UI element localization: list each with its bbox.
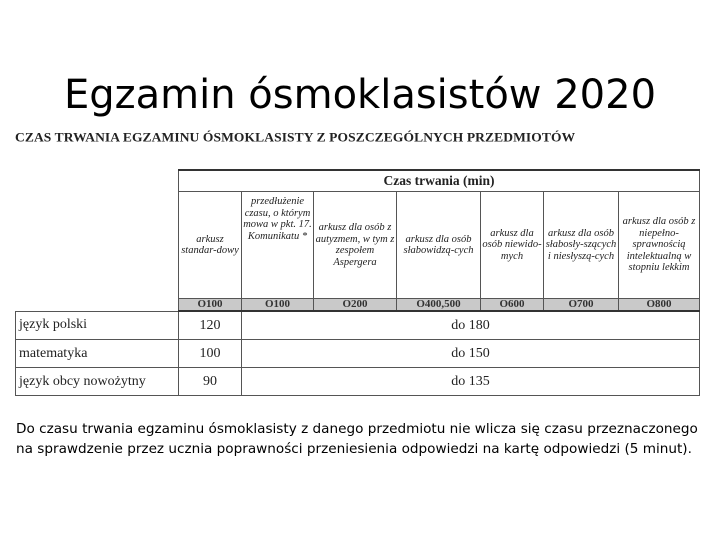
extended-time-cell: do 180 [242, 311, 700, 340]
subject-cell: język polski [16, 311, 179, 340]
standard-time-cell: 120 [179, 311, 242, 340]
column-code: O200 [314, 299, 397, 312]
code-row [16, 299, 700, 312]
standard-time-cell: 90 [179, 368, 242, 396]
column-header: arkusz dla osób słabowidzą-cych [397, 192, 481, 299]
column-header: arkusz standar-dowy [179, 192, 242, 299]
column-code: O400,500 [397, 299, 481, 312]
column-code: O600 [481, 299, 544, 312]
column-code: O700 [544, 299, 619, 312]
extended-time-cell: do 135 [242, 368, 700, 396]
extended-time-cell: do 150 [242, 340, 700, 368]
column-code: O100 [242, 299, 314, 312]
slide-title: Egzamin ósmoklasistów 2020 [63, 71, 657, 118]
column-code: O100 [179, 299, 242, 312]
column-code: O800 [619, 299, 700, 312]
subject-cell: matematyka [16, 340, 179, 368]
standard-time-cell: 100 [179, 340, 242, 368]
column-header: arkusz dla osób niewido-mych [481, 192, 544, 299]
subject-cell: język obcy nowożytny [16, 368, 179, 396]
subheader-row [16, 192, 700, 299]
table-heading: CZAS TRWANIA EGZAMINU ÓSMOKLASISTY Z POSZCZEGÓLNYCH PRZEDMIOTÓW [15, 130, 576, 145]
empty-corner [16, 170, 179, 192]
column-header: arkusz dla osób słabosły-szących i niesłyszą-cych [544, 192, 619, 299]
duration-header: Czas trwania (min) [179, 170, 700, 192]
column-header: arkusz dla osób z autyzmem, w tym z zespołem Aspergera [314, 192, 397, 299]
footnote-text: Do czasu trwania egzaminu ósmoklasisty z danego przedmiotu nie wlicza się czasu przeznaczonego na sprawdzenie przez ucznia poprawności przeniesienia odpowiedzi na kartę odpowiedzi (5 minut). [16, 420, 698, 458]
header-row [16, 170, 700, 192]
column-header: przedłużenie czasu, o którym mowa w pkt. 17. Komunikatu * [242, 192, 314, 299]
table-row [16, 340, 700, 368]
table-row [16, 368, 700, 396]
column-header: arkusz dla osób z niepełno-sprawnością intelektualną w stopniu lekkim [619, 192, 700, 299]
exam-duration-table [15, 169, 700, 396]
table-row [16, 311, 700, 340]
